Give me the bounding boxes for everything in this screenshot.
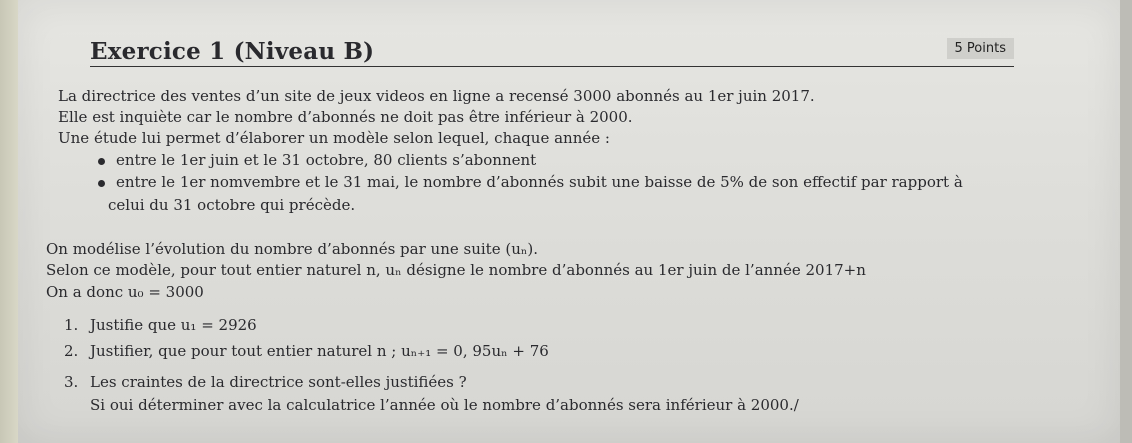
question-2-text: Justifier, que pour tout entier naturel n ; uₙ₊₁ = 0, 95uₙ + 76 (90, 342, 549, 360)
intro-line-2: Elle est inquiète car le nombre d’abonnés ne doit pas être inférieur à 2000. (58, 108, 633, 126)
points-badge: 5 Points (947, 38, 1014, 59)
model-line-2: Selon ce modèle, pour tout entier naturel n, uₙ désigne le nombre d’abonnés au 1er juin de l’année 2017+n (46, 261, 866, 279)
question-3-text: Les craintes de la directrice sont-elles justifiées ? (90, 373, 467, 391)
question-1-text: Justifie que u₁ = 2926 (90, 316, 257, 334)
bullet-item-2: entre le 1er nomvembre et le 31 mai, le nombre d’abonnés subit une baisse de 5% de son effectif par rapport à (116, 173, 963, 191)
question-2-number: 2. (64, 342, 79, 360)
intro-line-1: La directrice des ventes d’un site de jeux videos en ligne a recensé 3000 abonnés au 1er juin 2017. (58, 87, 815, 105)
bullet-item-2-continued: celui du 31 octobre qui précède. (108, 196, 356, 214)
model-line-1: On modélise l’évolution du nombre d’abonnés par une suite (uₙ). (46, 240, 538, 258)
question-1-number: 1. (64, 316, 79, 334)
intro-line-3: Une étude lui permet d’élaborer un modèle selon lequel, chaque année : (58, 129, 610, 147)
exercise-title: Exercice 1 (Niveau B) (90, 38, 375, 65)
model-line-3: On a donc u₀ = 3000 (46, 283, 204, 301)
question-3-number: 3. (64, 373, 79, 391)
page-edge (0, 0, 18, 443)
bullet-item-1: entre le 1er juin et le 31 octobre, 80 clients s’abonnent (116, 151, 537, 169)
exercise-sheet (18, 0, 1120, 443)
question-3-followup: Si oui déterminer avec la calculatrice l’année où le nombre d’abonnés sera inférieur à 2000./ (90, 396, 799, 414)
exercise-body (18, 0, 1120, 443)
